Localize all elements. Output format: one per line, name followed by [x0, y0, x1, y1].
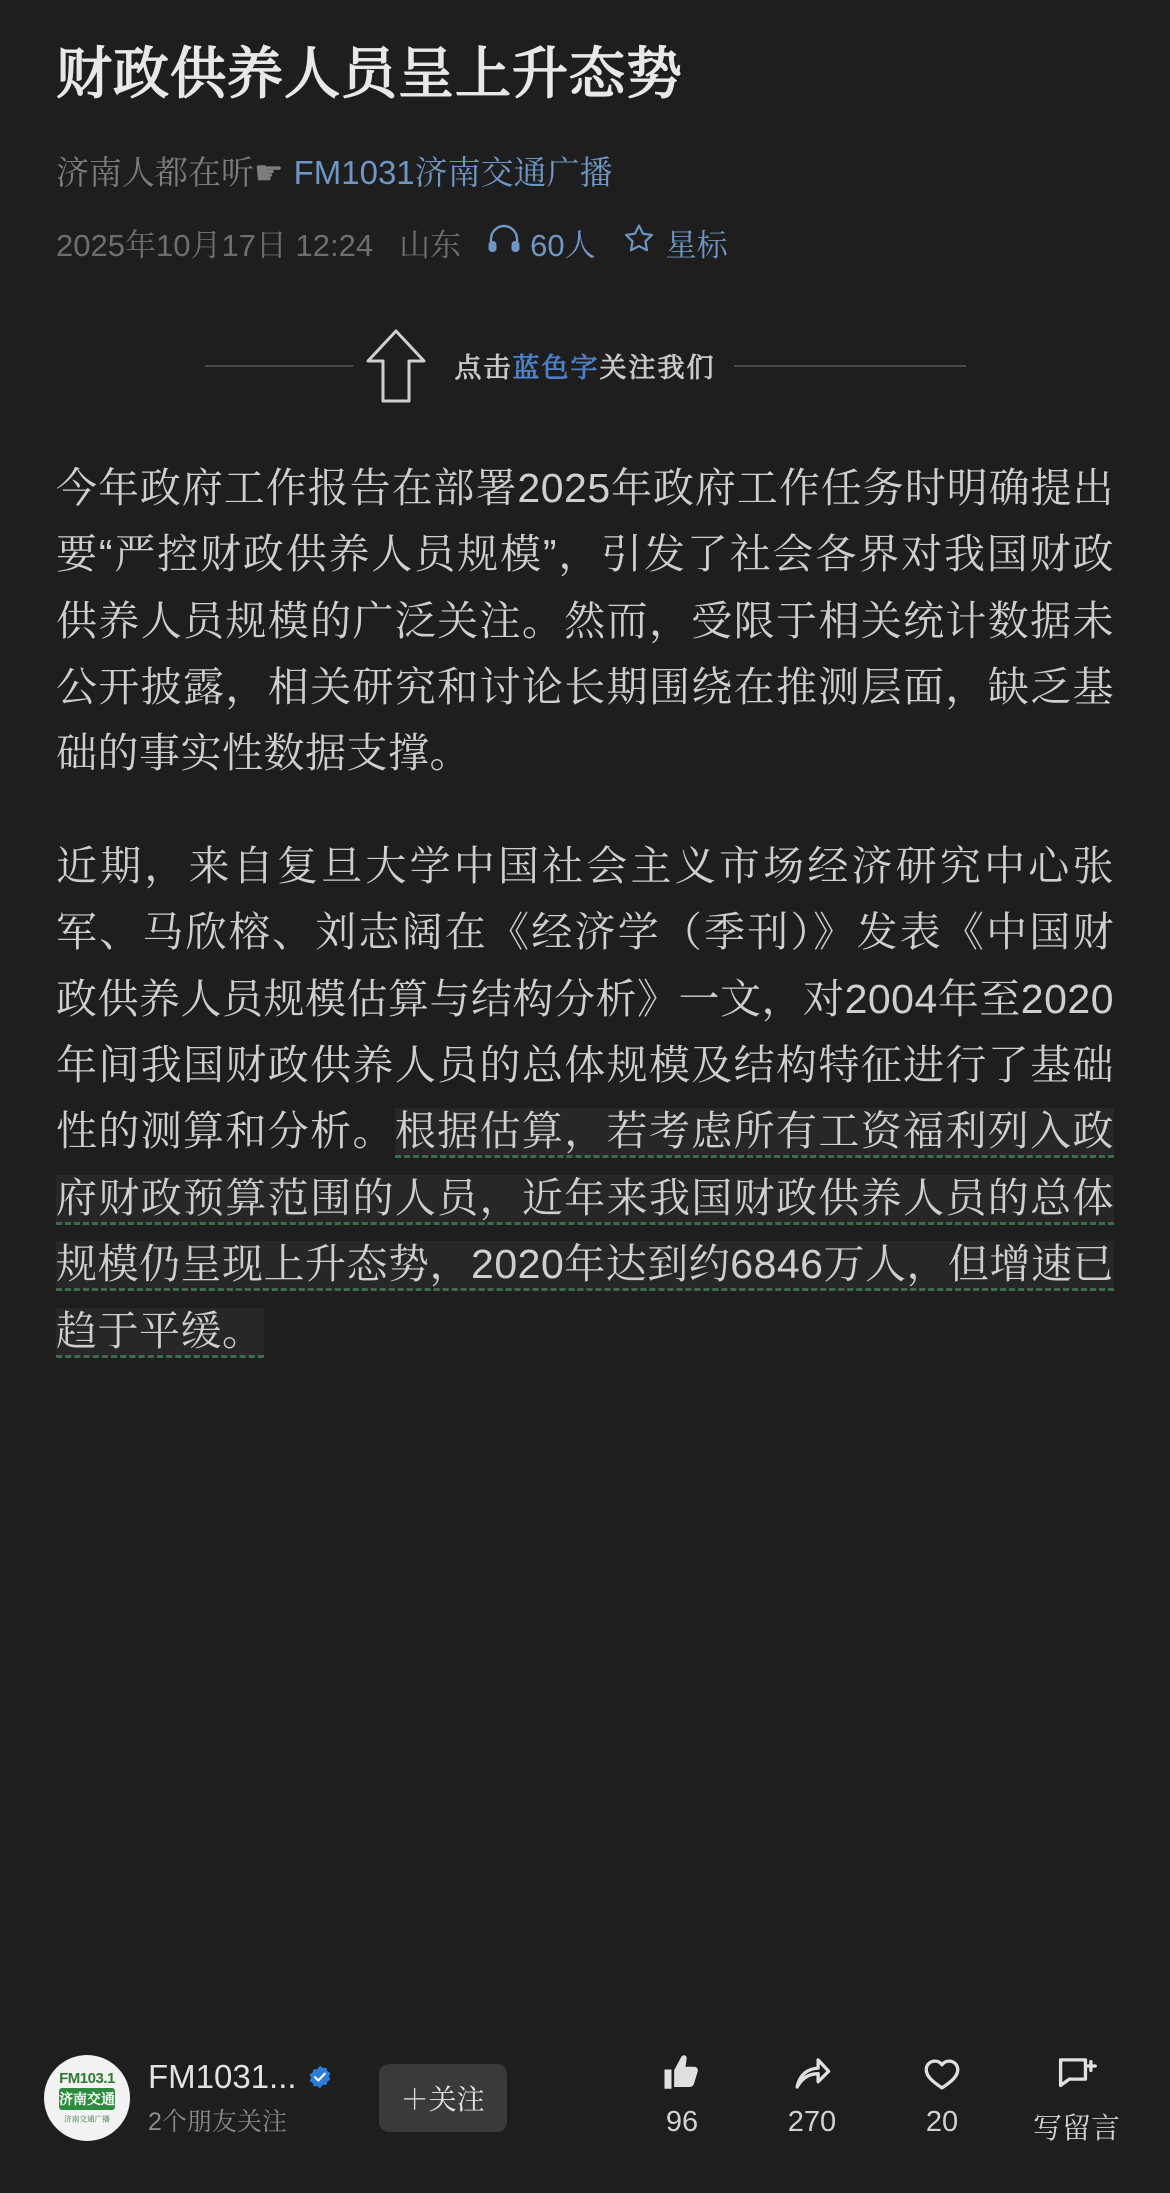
paragraph-2-highlighted-text: 根据估算，若考虑所有工资福利列入政府财政预算范围的人员，近年来我国财政供养人员的总体规模仍呈现上升态势，2020年达到约6846万人，但增速已趋于平缓。: [56, 1108, 1114, 1357]
paragraph-1: [56, 455, 1114, 787]
headphone-icon: [487, 223, 521, 261]
share-button[interactable]: [773, 2050, 851, 2139]
account-link[interactable]: FM1031济南交通广播: [293, 153, 613, 191]
heart-icon: [920, 2050, 964, 2096]
thumbs-up-icon: [661, 2050, 703, 2096]
share-count: 270: [787, 2105, 837, 2138]
star-icon: [622, 222, 656, 263]
page-title: 财政供养人员呈上升态势: [56, 42, 683, 105]
listen-count: [487, 220, 595, 265]
account-info: [148, 2058, 333, 2138]
region-label: 山东: [399, 227, 462, 263]
banner-text: [455, 346, 716, 385]
like-button[interactable]: [643, 2050, 721, 2139]
comment-plus-icon: [1054, 2050, 1098, 2096]
banner-divider-left: [205, 365, 353, 367]
paragraph-2-text: 近期，来自复旦大学中国社会主义市场经济研究中心张军、马欣榕、刘志阔在《经济学（季刊）》发表《中国财政供养人员规模估算与结构分析》一文，对2004年至2020年间我国财政供养人员的总体规模及结构特征进行了基础性的测算和分析。: [56, 842, 1114, 1155]
follow-button[interactable]: ＋关注: [379, 2064, 507, 2132]
listen-count-text: 60人: [530, 227, 596, 263]
favorite-button[interactable]: [903, 2050, 981, 2139]
follow-us-banner: [56, 321, 1114, 411]
favorite-count: 20: [925, 2105, 959, 2138]
publish-date: 2025年10月17日 12:24: [56, 227, 374, 263]
star-button[interactable]: [622, 220, 728, 265]
up-arrow-icon: [363, 327, 429, 405]
verified-badge-icon: [307, 2064, 333, 2090]
account-name-row: [148, 2058, 333, 2096]
comment-button[interactable]: [1033, 2050, 1120, 2147]
avatar-logo-mid: 济南交通: [59, 2088, 115, 2110]
paragraph-1-text: 今年政府工作报告在部署2025年政府工作任务时明确提出要“严控财政供养人员规模”，引发了社会各界对我国财政供养人员规模的广泛关注。然而，受限于相关统计数据未公开披露，相关研究和讨论长期围绕在推测层面，缺乏基础的事实性数据支撑。: [56, 464, 1114, 777]
avatar-logo-bottom: 济南交通广播: [64, 2114, 110, 2124]
comment-label: 写留言: [1032, 2112, 1120, 2145]
footer-account-name: FM1031...: [148, 2058, 297, 2095]
banner-divider-right: [734, 365, 966, 367]
footer-actions: [643, 2050, 1126, 2147]
banner-text-part3: 关注我们: [599, 353, 716, 385]
article-source-line: [56, 147, 1114, 194]
like-count: 96: [665, 2105, 699, 2138]
article-meta-line: [56, 220, 1114, 265]
article-footer-bar: [0, 2003, 1170, 2193]
share-arrow-icon: [790, 2050, 834, 2096]
friends-following-text: 2个朋友关注: [148, 2108, 287, 2136]
avatar[interactable]: [44, 2055, 130, 2141]
banner-text-part2: 蓝色字: [512, 353, 600, 385]
banner-text-part1: 点击: [454, 353, 513, 385]
paragraph-2: [56, 833, 1114, 1364]
avatar-logo-top: FM103.1: [59, 2070, 115, 2087]
source-prefix: 济南人都在听☛: [56, 153, 284, 191]
footer-account-block[interactable]: [44, 2055, 507, 2141]
star-label: 星标: [665, 227, 728, 263]
